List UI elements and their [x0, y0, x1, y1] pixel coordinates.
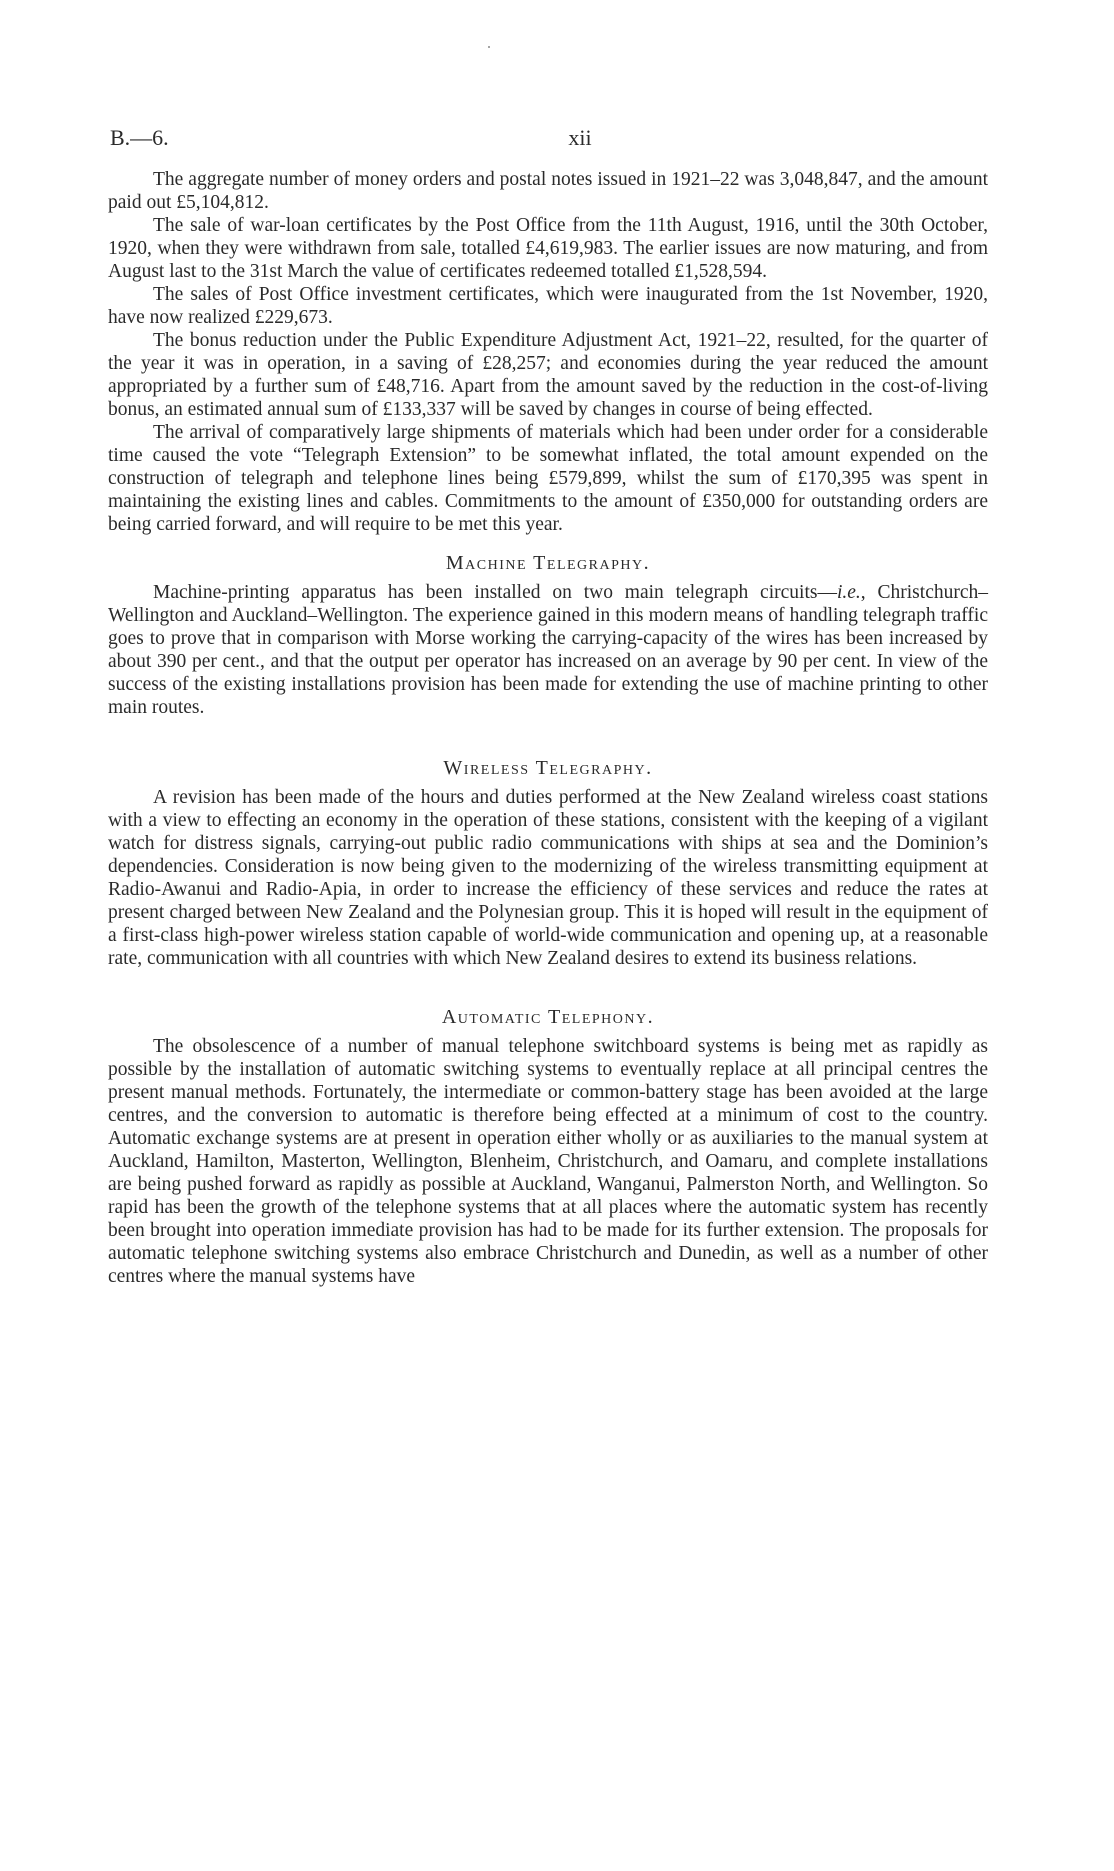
heading-machine-telegraphy: Machine Telegraphy.	[445, 552, 651, 574]
page-number: xii	[568, 125, 592, 150]
scan-mark	[488, 46, 490, 48]
paragraph-money-orders: The aggregate number of money orders and postal notes issued in 1921–22 was 3,048,847, and the amount paid out £5,104,812.	[108, 169, 988, 213]
machine-text-ie: i.e.	[836, 582, 861, 603]
paragraph-wireless-telegraphy: A revision has been made of the hours and duties performed at the New Zealand wireless coast stations with a view to effecting an economy in the operation of these stations, consistent with the keeping of a vigilant watch for distress signals, carrying-out public radio communications with ships at sea and the Dominion’s dependencies. Consideration is now being given to the modernizing of the wireless transmitting equipment at Radio-Awanui and Radio-Apia, in order to increase the efficiency of these services and reduce the rates at present charged between New Zealand and the Polynesian group. This it is hoped will result in the equipment of a first-class high-power wireless station capable of world-wide communication and opening up, at a reasonable rate, communication with all countries with which New Zealand desires to extend its business relations.	[108, 787, 988, 969]
paragraph-investment-certificates: The sales of Post Office investment certificates, which were inaugurated from the 1st November, 1920, have now realized £229,673.	[108, 284, 988, 328]
document-reference: B.—6.	[110, 125, 169, 150]
paragraph-automatic-telephony: The obsolescence of a number of manual telephone switchboard systems is being met as rapidly as possible by the installation of automatic switching systems to eventually replace at all principal centres the present manual methods. Fortunately, the intermediate or common-battery stage has been avoided at the large centres, and the conversion to automatic is therefore being effected at a minimum of cost to the country. Automatic exchange systems are at present in operation either wholly or as auxiliaries to the manual system at Auckland, Hamilton, Masterton, Wellington, Blenheim, Christchurch, and Oamaru, and complete installations are being pushed forward as rapidly as possible at Auckland, Wanganui, Palmerston North, and Wellington. So rapid has been the growth of the telephone systems that at all places where the automatic system has recently been brought into operation immediate provision has had to be made for its further extension. The proposals for automatic telephone switching systems also embrace Christchurch and Dunedin, as well as a number of other centres where the manual systems have	[108, 1036, 988, 1287]
paragraph-machine-telegraphy	[108, 581, 988, 719]
page-body	[108, 168, 988, 1288]
paragraph-bonus-reduction: The bonus reduction under the Public Expenditure Adjustment Act, 1921–22, resulted, for the quarter of the year it was in operation, in a saving of £28,257; and economies during the year reduced the amount appropriated by a further sum of £48,716. Apart from the amount saved by the reduction in the cost-of-living bonus, an estimated annual sum of £133,337 will be saved by changes in course of being effected.	[108, 330, 988, 420]
heading-wireless-telegraphy: Wireless Telegraphy.	[443, 757, 653, 779]
machine-text-prefix: Machine-printing apparatus has been installed on two main telegraph circuits—	[153, 582, 837, 603]
heading-automatic-telephony: Automatic Telephony.	[441, 1006, 655, 1028]
paragraph-telegraph-extension: The arrival of comparatively large shipments of materials which had been under order for a considerable time caused the vote “Telegraph Extension” to be somewhat inflated, the total amount expended on the construction of telegraph and telephone lines being £579,899, whilst the sum of £170,395 was spent in maintaining the existing lines and cables. Commitments to the amount of £350,000 for outstanding orders are being carried forward, and will require to be met this year.	[108, 422, 988, 535]
machine-text-rest: , Christchurch–Wellington and Auckland–Wellington. The experience gained in this modern means of handling telegraph traffic goes to prove that in comparison with Morse working the carrying-capacity of the wires has been increased by about 390 per cent., and that the output per operator has increased on an average by 90 per cent. In view of the success of the existing installations provision has been made for extending the use of machine printing to other main routes.	[108, 582, 988, 718]
page-header	[110, 125, 1010, 155]
paragraph-war-loan: The sale of war-loan certificates by the Post Office from the 11th August, 1916, until the 30th October, 1920, when they were withdrawn from sale, totalled £4,619,983. The earlier issues are now maturing, and from August last to the 31st March the value of certificates redeemed totalled £1,528,594.	[108, 215, 988, 282]
